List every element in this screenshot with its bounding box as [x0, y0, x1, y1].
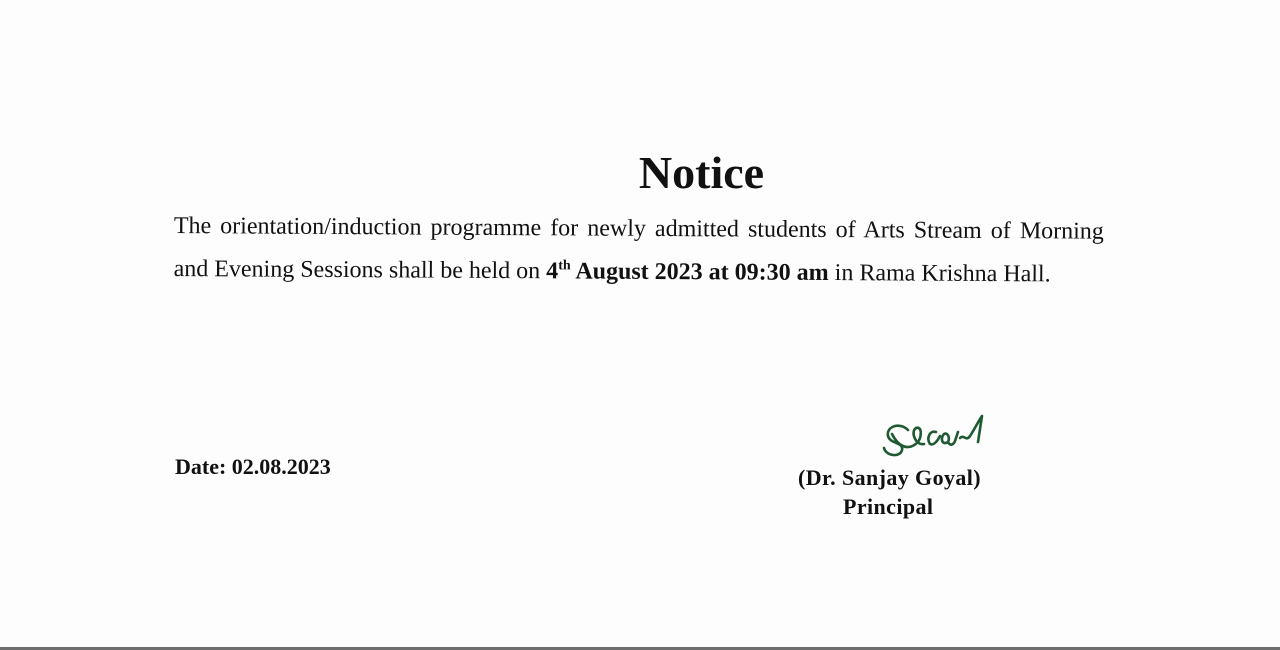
notice-body-intro: The orientation/induction programme for newly admitted students of Arts Stream of Morning and Evening Sessions shall be held on — [173, 212, 1104, 285]
signature-icon — [878, 412, 990, 464]
signatory-title: Principal — [843, 494, 934, 519]
event-day: 4 — [546, 258, 559, 285]
event-day-suffix: th — [558, 258, 571, 274]
event-date-time: August 2023 at 09:30 am — [570, 258, 829, 287]
event-date — [546, 258, 829, 286]
notice-body-outro: in Rama Krishna Hall. — [828, 260, 1051, 288]
notice-title: Notice — [638, 147, 765, 198]
notice-date: Date: 02.08.2023 — [175, 454, 331, 479]
notice-body — [173, 205, 1104, 297]
signatory-name: (Dr. Sanjay Goyal) — [798, 465, 982, 490]
